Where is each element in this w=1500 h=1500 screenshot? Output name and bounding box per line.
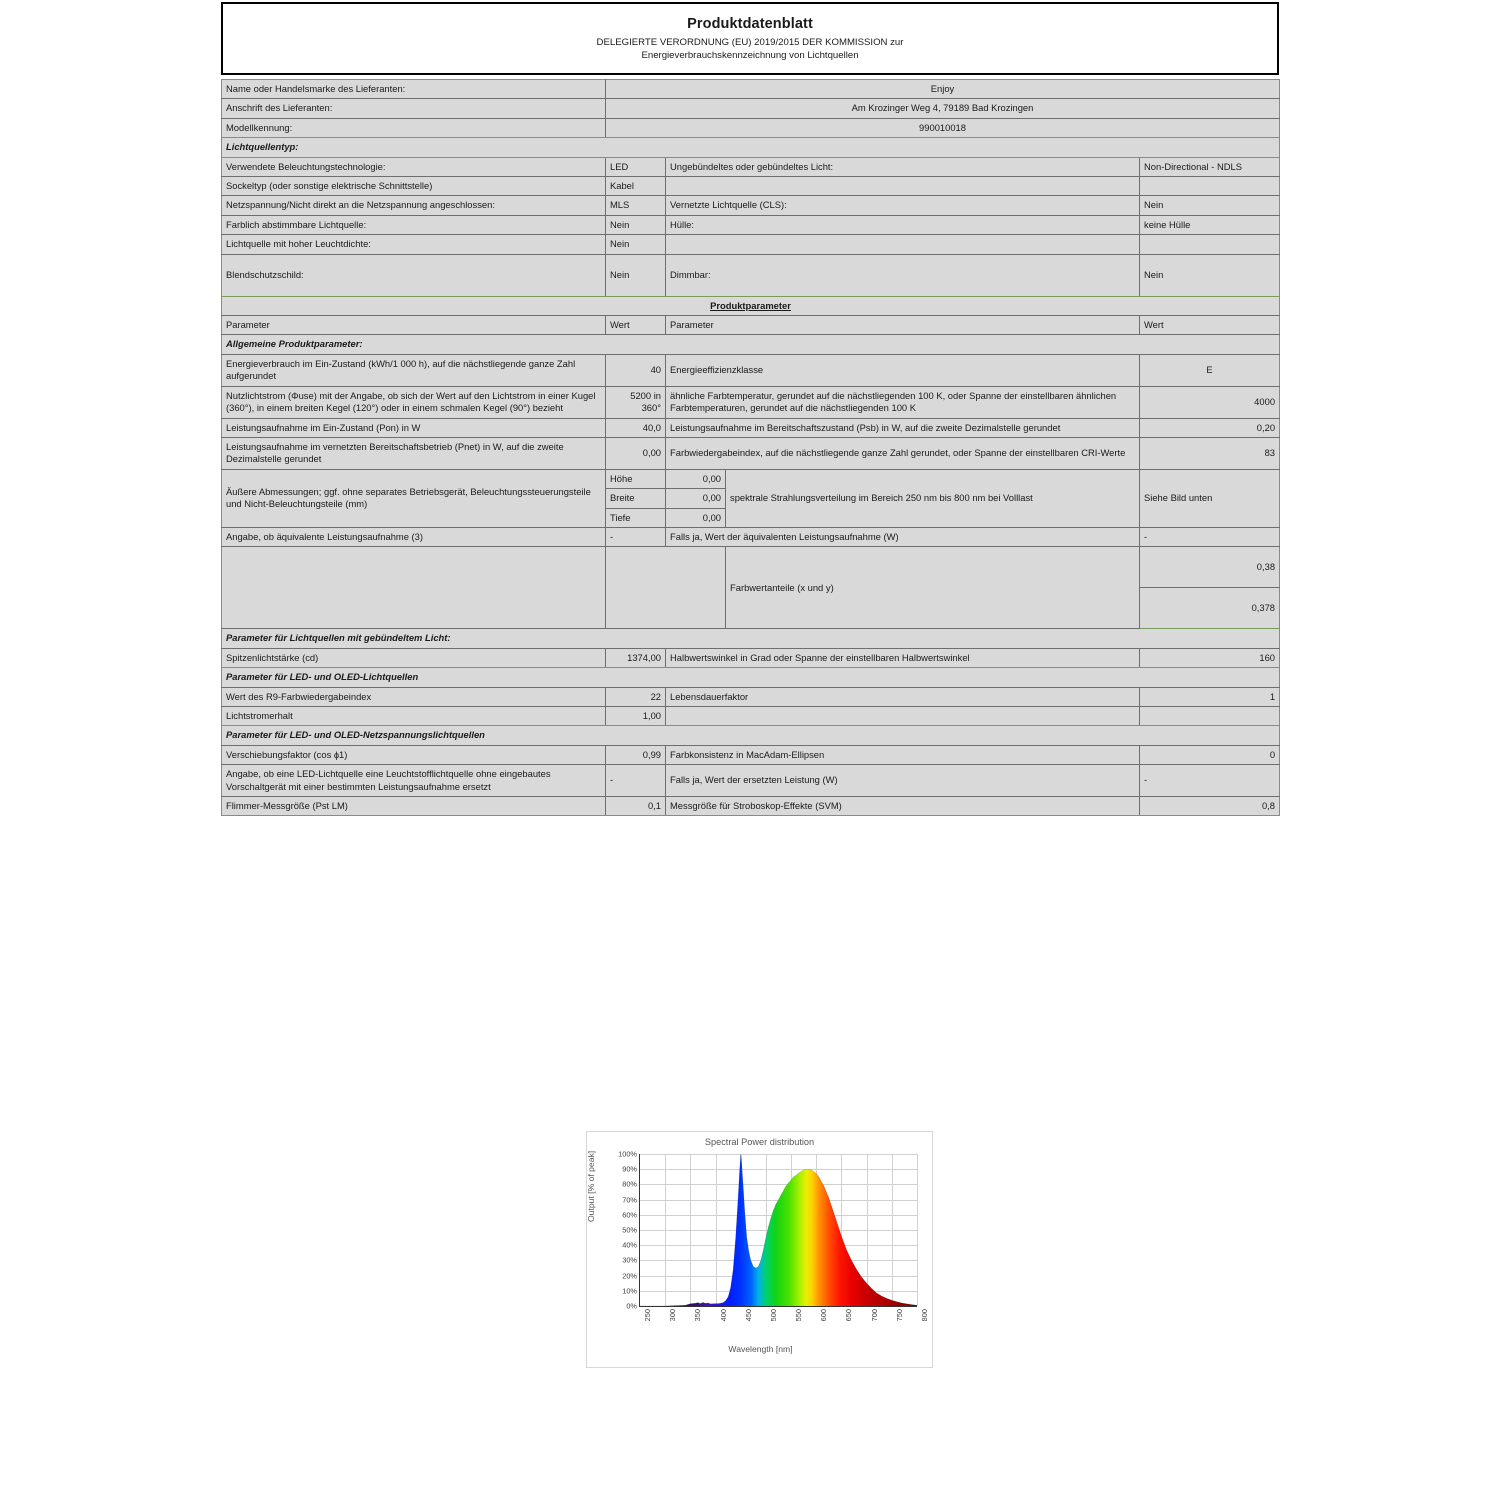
chromaticity-empty-label bbox=[222, 547, 606, 629]
table-row-model bbox=[222, 118, 1280, 137]
chart-y-tick: 80% bbox=[622, 1179, 637, 1189]
datasheet-table bbox=[221, 79, 1280, 816]
chart-x-tick: 550 bbox=[794, 1309, 804, 1322]
page-subtitle bbox=[597, 36, 904, 62]
dimension-depth-value: 0,00 bbox=[666, 508, 726, 527]
table-row-mains bbox=[222, 196, 1280, 215]
section-header-general bbox=[222, 335, 1280, 354]
chart-y-tick: 30% bbox=[622, 1255, 637, 1265]
chart-x-tick: 650 bbox=[844, 1309, 854, 1322]
table-row-equivalent-power bbox=[222, 527, 1280, 546]
directionality-label: Ungebündeltes oder gebündeltes Licht: bbox=[666, 157, 1140, 176]
spectral-distribution-value: Siehe Bild unten bbox=[1140, 469, 1280, 527]
mains-label: Netzspannung/Nicht direkt an die Netzspannung angeschlossen: bbox=[222, 196, 606, 215]
spectral-chart bbox=[586, 1131, 933, 1368]
displacement-factor-label: Verschiebungsfaktor (cos ɸ1) bbox=[222, 745, 606, 764]
chart-x-tick: 800 bbox=[920, 1309, 929, 1322]
chart-x-tick: 400 bbox=[718, 1309, 728, 1322]
table-row-technology bbox=[222, 157, 1280, 176]
dimension-width-label: Breite bbox=[606, 489, 666, 508]
lightsource-section-title: Lichtquellentyp: bbox=[222, 138, 1280, 157]
pnet-value: 0,00 bbox=[606, 437, 666, 469]
equivalent-power-value: - bbox=[606, 527, 666, 546]
psb-value: 0,20 bbox=[1140, 418, 1280, 437]
chart-y-tick: 70% bbox=[622, 1195, 637, 1205]
psb-label: Leistungsaufnahme im Bereitschaftszustand (Psb) in W, auf die zweite Dezimalstelle gerundet bbox=[666, 418, 1140, 437]
col-header-wert-2: Wert bbox=[1140, 316, 1280, 335]
chart-x-tick: 500 bbox=[768, 1309, 778, 1322]
table-row-highluminance bbox=[222, 235, 1280, 254]
chromaticity-empty-value bbox=[606, 547, 726, 629]
technology-value: LED bbox=[606, 157, 666, 176]
pnet-label: Leistungsaufnahme im vernetzten Bereitschaftsbetrieb (Pnet) in W, auf die zweite Dezimalstelle gerundet bbox=[222, 437, 606, 469]
replaced-power-label: Falls ja, Wert der ersetzten Leistung (W) bbox=[666, 765, 1140, 797]
col-header-wert: Wert bbox=[606, 316, 666, 335]
energy-consumption-label: Energieverbrauch im Ein-Zustand (kWh/1 000 h), auf die nächstliegende ganze Zahl aufgerundet bbox=[222, 354, 606, 386]
cct-label: ähnliche Farbtemperatur, gerundet auf die nächstliegenden 100 K, oder Spanne der einstellbaren ähnlichen Farbtemperaturen, gerundet auf die nächstliegenden 100 K bbox=[666, 386, 1140, 418]
efficiency-class-value: E bbox=[1140, 354, 1280, 386]
efficiency-class-label: Energieeffizienzklasse bbox=[666, 354, 1140, 386]
socket-value: Kabel bbox=[606, 177, 666, 196]
directional-section-title: Parameter für Lichtquellen mit gebündeltem Licht: bbox=[222, 629, 1280, 648]
chart-x-tick: 600 bbox=[819, 1309, 829, 1322]
envelope-value: keine Hülle bbox=[1140, 215, 1280, 234]
luminous-flux-value: 5200 in 360° bbox=[606, 386, 666, 418]
flicker-label: Flimmer-Messgröße (Pst LM) bbox=[222, 797, 606, 816]
chart-y-tick: 100% bbox=[618, 1149, 637, 1159]
general-section-title: Allgemeine Produktparameter: bbox=[222, 335, 1280, 354]
chart-y-tick: 20% bbox=[622, 1271, 637, 1281]
chromaticity-x-value: 0,38 bbox=[1140, 547, 1280, 588]
beam-angle-label: Halbwertswinkel in Grad oder Spanne der einstellbaren Halbwertswinkel bbox=[666, 648, 1140, 667]
chart-y-tick: 50% bbox=[622, 1225, 637, 1235]
lumen-maintenance-value: 1,00 bbox=[606, 706, 666, 725]
chart-vgridline bbox=[917, 1154, 918, 1306]
section-header-ledoled bbox=[222, 668, 1280, 687]
highluminance-value-2 bbox=[1140, 235, 1280, 254]
pon-label: Leistungsaufnahme im Ein-Zustand (Pon) in W bbox=[222, 418, 606, 437]
dimension-depth-label: Tiefe bbox=[606, 508, 666, 527]
table-row-pon bbox=[222, 418, 1280, 437]
svm-label: Messgröße für Stroboskop-Effekte (SVM) bbox=[666, 797, 1140, 816]
dimension-height-value: 0,00 bbox=[666, 469, 726, 488]
chart-y-tick: 10% bbox=[622, 1286, 637, 1296]
productparameter-banner bbox=[222, 296, 1280, 315]
table-row-pnet bbox=[222, 437, 1280, 469]
cls-value: Nein bbox=[1140, 196, 1280, 215]
table-row-chromaticity-x bbox=[222, 547, 1280, 588]
table-row-tunable bbox=[222, 215, 1280, 234]
luminous-flux-label: Nutzlichtstrom (Φuse) mit der Angabe, ob sich der Wert auf den Lichtstrom in einer Kugel (360°), in einem breiten Kegel (120°) oder in einem schmalen Kegel (90°) bezieht bbox=[222, 386, 606, 418]
lumen-maintenance-label-2 bbox=[666, 706, 1140, 725]
dimmable-value: Nein bbox=[1140, 254, 1280, 296]
chart-y-tick: 60% bbox=[622, 1210, 637, 1220]
banner-productparameter bbox=[222, 296, 1280, 315]
lumen-maintenance-label: Lichtstromerhalt bbox=[222, 706, 606, 725]
subtitle-line-1: DELEGIERTE VERORDNUNG (EU) 2019/2015 DER KOMMISSION zur bbox=[596, 36, 904, 48]
chart-x-tick: 250 bbox=[643, 1309, 652, 1322]
table-row-displacement-factor bbox=[222, 745, 1280, 764]
subtitle-line-2: Energieverbrauchskennzeichnung von Lichtquellen bbox=[641, 49, 859, 61]
chart-y-tick: 0% bbox=[626, 1301, 637, 1311]
r9-label: Wert des R9-Farbwiedergabeindex bbox=[222, 687, 606, 706]
displacement-factor-value: 0,99 bbox=[606, 745, 666, 764]
dimmable-label: Dimmbar: bbox=[666, 254, 1140, 296]
macadam-label: Farbkonsistenz in MacAdam-Ellipsen bbox=[666, 745, 1140, 764]
pon-value: 40,0 bbox=[606, 418, 666, 437]
equivalent-power-value-2: - bbox=[1140, 527, 1280, 546]
section-header-lightsource bbox=[222, 138, 1280, 157]
lifetime-factor-label: Lebensdauerfaktor bbox=[666, 687, 1140, 706]
socket-value-2 bbox=[1140, 177, 1280, 196]
productparameter-banner-text: Produktparameter bbox=[710, 299, 791, 311]
tunable-value: Nein bbox=[606, 215, 666, 234]
table-row-supplier-address bbox=[222, 99, 1280, 118]
chart-canvas bbox=[618, 1149, 929, 1322]
highluminance-label: Lichtquelle mit hoher Leuchtdichte: bbox=[222, 235, 606, 254]
socket-label-2 bbox=[666, 177, 1140, 196]
cri-label: Farbwiedergabeindex, auf die nächstliegende ganze Zahl gerundet, oder Spanne der einstellbaren CRI-Werte bbox=[666, 437, 1140, 469]
table-row-dimensions-height bbox=[222, 469, 1280, 488]
replaced-power-value: - bbox=[1140, 765, 1280, 797]
cct-value: 4000 bbox=[1140, 386, 1280, 418]
chart-series-area bbox=[640, 1154, 917, 1306]
envelope-label: Hülle: bbox=[666, 215, 1140, 234]
beam-angle-value: 160 bbox=[1140, 648, 1280, 667]
highluminance-value: Nein bbox=[606, 235, 666, 254]
chart-plot-area bbox=[587, 1148, 934, 1358]
page-title: Produktdatenblatt bbox=[687, 15, 813, 32]
section-header-mains bbox=[222, 726, 1280, 745]
lifetime-factor-value: 1 bbox=[1140, 687, 1280, 706]
dimensions-label: Äußere Abmessungen; ggf. ohne separates Betriebsgerät, Beleuchtungssteuerungsteile und Nicht-Beleuchtungsteile (mm) bbox=[222, 469, 606, 527]
lumen-maintenance-value-2 bbox=[1140, 706, 1280, 725]
chromaticity-y-value: 0,378 bbox=[1140, 588, 1280, 629]
chart-x-axis-label: Wavelength [nm] bbox=[728, 1344, 793, 1354]
col-header-parameter-2: Parameter bbox=[666, 316, 1140, 335]
antiglare-label: Blendschutzschild: bbox=[222, 254, 606, 296]
supplier-name-value: Enjoy bbox=[606, 80, 1280, 99]
mains-value: MLS bbox=[606, 196, 666, 215]
equivalent-power-label: Angabe, ob äquivalente Leistungsaufnahme (3) bbox=[222, 527, 606, 546]
r9-value: 22 bbox=[606, 687, 666, 706]
chart-y-tick: 90% bbox=[622, 1164, 637, 1174]
ledoled-section-title: Parameter für LED- und OLED-Lichtquellen bbox=[222, 668, 1280, 687]
socket-label: Sockeltyp (oder sonstige elektrische Schnittstelle) bbox=[222, 177, 606, 196]
chart-title: Spectral Power distribution bbox=[704, 1137, 815, 1147]
table-row-socket bbox=[222, 177, 1280, 196]
table-row-flicker bbox=[222, 797, 1280, 816]
chart-x-tick: 300 bbox=[668, 1309, 678, 1322]
chart-y-tick: 40% bbox=[622, 1240, 637, 1250]
title-box bbox=[221, 2, 1279, 75]
peak-intensity-value: 1374,00 bbox=[606, 648, 666, 667]
directionality-value: Non-Directional - NDLS bbox=[1140, 157, 1280, 176]
table-row-replacement bbox=[222, 765, 1280, 797]
mains-section-title: Parameter für LED- und OLED-Netzspannungslichtquellen bbox=[222, 726, 1280, 745]
supplier-address-value: Am Krozinger Weg 4, 79189 Bad Krozingen bbox=[606, 99, 1280, 118]
table-row-lumen-maintenance bbox=[222, 706, 1280, 725]
table-row-column-headers bbox=[222, 316, 1280, 335]
table-row-peak-intensity bbox=[222, 648, 1280, 667]
table-row-luminous-flux bbox=[222, 386, 1280, 418]
technology-label: Verwendete Beleuchtungstechnologie: bbox=[222, 157, 606, 176]
chart-x-tick: 450 bbox=[743, 1309, 753, 1322]
col-header-parameter: Parameter bbox=[222, 316, 606, 335]
table-row-antiglare bbox=[222, 254, 1280, 296]
macadam-value: 0 bbox=[1140, 745, 1280, 764]
antiglare-value: Nein bbox=[606, 254, 666, 296]
tunable-label: Farblich abstimmbare Lichtquelle: bbox=[222, 215, 606, 234]
chart-x-tick: 750 bbox=[894, 1309, 904, 1322]
svm-value: 0,8 bbox=[1140, 797, 1280, 816]
dimension-height-label: Höhe bbox=[606, 469, 666, 488]
peak-intensity-label: Spitzenlichtstärke (cd) bbox=[222, 648, 606, 667]
highluminance-label-2 bbox=[666, 235, 1140, 254]
table-row-energy-consumption bbox=[222, 354, 1280, 386]
replacement-value: - bbox=[606, 765, 666, 797]
cri-value: 83 bbox=[1140, 437, 1280, 469]
energy-consumption-value: 40 bbox=[606, 354, 666, 386]
chart-x-tick: 700 bbox=[869, 1309, 879, 1322]
supplier-address-label: Anschrift des Lieferanten: bbox=[222, 99, 606, 118]
cls-label: Vernetzte Lichtquelle (CLS): bbox=[666, 196, 1140, 215]
model-label: Modellkennung: bbox=[222, 118, 606, 137]
supplier-name-label: Name oder Handelsmarke des Lieferanten: bbox=[222, 80, 606, 99]
section-header-directional bbox=[222, 629, 1280, 648]
table-row-r9 bbox=[222, 687, 1280, 706]
chart-area-fill bbox=[640, 1154, 917, 1306]
replacement-label: Angabe, ob eine LED-Lichtquelle eine Leuchtstofflichtquelle ohne eingebautes Vorschaltgerät mit einer bestimmten Leistungsaufnahme ersetzt bbox=[222, 765, 606, 797]
chart-y-axis-label: Output [% of peak] bbox=[586, 1150, 596, 1222]
flicker-value: 0,1 bbox=[606, 797, 666, 816]
model-value: 990010018 bbox=[606, 118, 1280, 137]
spectral-distribution-label: spektrale Strahlungsverteilung im Bereich 250 nm bis 800 nm bei Volllast bbox=[726, 469, 1140, 527]
chromaticity-label: Farbwertanteile (x und y) bbox=[726, 547, 1140, 629]
equivalent-power-label-2: Falls ja, Wert der äquivalenten Leistungsaufnahme (W) bbox=[666, 527, 1140, 546]
dimension-width-value: 0,00 bbox=[666, 489, 726, 508]
chart-x-tick: 350 bbox=[693, 1309, 703, 1322]
table-row-supplier-name bbox=[222, 80, 1280, 99]
